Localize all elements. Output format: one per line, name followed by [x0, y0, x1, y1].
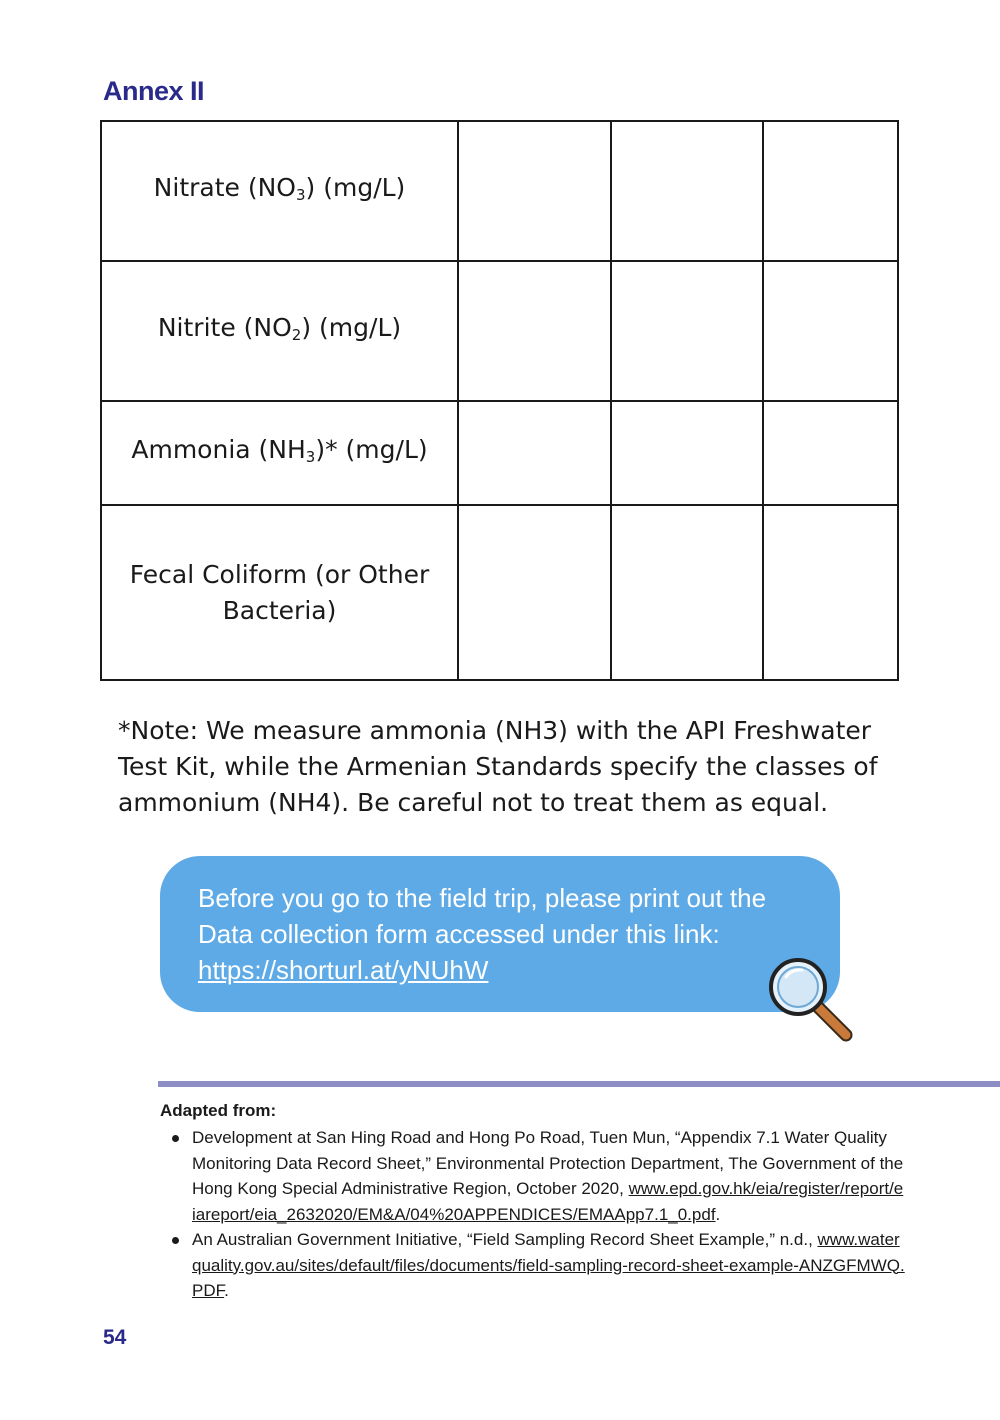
- reference-list: [160, 1125, 905, 1304]
- data-entry-cell[interactable]: [458, 505, 611, 680]
- data-form-link[interactable]: https://shorturl.at/yNUhW: [198, 955, 489, 985]
- magnifier-icon: [764, 955, 856, 1045]
- references: [160, 1100, 905, 1304]
- data-entry-cell[interactable]: [458, 261, 611, 401]
- parameter-label: Nitrite $(NO_2)$ (mg/L): [101, 261, 458, 401]
- reference-item: An Australian Government Initiative, “Field Sampling Record Sheet Example,” n.d., www.waterquality.gov.au/sites/default/files/documents/field-sampling-record-sheet-example-ANZGFMWQ.PDF.: [192, 1227, 905, 1304]
- reference-link[interactable]: www.waterquality.gov.au/sites/default/files/documents/field-sampling-record-sheet-example-ANZGFMWQ.PDF: [192, 1230, 905, 1300]
- data-entry-cell[interactable]: [763, 401, 898, 505]
- table-row: [101, 261, 898, 401]
- references-title: Adapted from:: [160, 1101, 277, 1120]
- data-entry-cell[interactable]: [763, 261, 898, 401]
- reference-link[interactable]: www.epd.gov.hk/eia/register/report/eiareport/eia_2632020/EM&A/04%20APPENDICES/EMAApp7.1_0.pdf: [192, 1179, 904, 1224]
- parameter-label: Nitrate $(NO_3)$ (mg/L): [101, 121, 458, 261]
- data-entry-cell[interactable]: [763, 121, 898, 261]
- parameter-label: Ammonia $(NH_3)*$ (mg/L): [101, 401, 458, 505]
- data-entry-cell[interactable]: [458, 401, 611, 505]
- data-entry-cell[interactable]: [611, 121, 763, 261]
- annex-title: Annex II: [103, 76, 205, 106]
- ammonia-note: *Note: We measure ammonia (NH3) with the API Freshwater Test Kit, while the Armenian Standards specify the classes of ammonium (NH4). Be careful not to treat them as equal.: [118, 716, 878, 817]
- table-row: [101, 401, 898, 505]
- data-entry-cell[interactable]: [611, 261, 763, 401]
- data-entry-cell[interactable]: [763, 505, 898, 680]
- parameter-label: Fecal Coliform (or Other Bacteria): [101, 505, 458, 680]
- table-row: [101, 505, 898, 680]
- section-divider: [158, 1081, 1000, 1087]
- page-number: 54: [103, 1326, 127, 1349]
- data-entry-cell[interactable]: [611, 505, 763, 680]
- callout-text: Before you go to the field trip, please print out the Data collection form accessed under this link: https://shorturl.at/yNUhW: [198, 883, 767, 985]
- data-entry-cell[interactable]: [458, 121, 611, 261]
- reference-item: Development at San Hing Road and Hong Po Road, Tuen Mun, “Appendix 7.1 Water Quality Monitoring Data Record Sheet,” Environmental Protection Department, The Government of the Hong Kong Special Administrative Region, October 2020, www.epd.gov.hk/eia/register/report/eiareport/eia_2632020/EM&A/04%20APPENDICES/EMAApp7.1_0.pdf.: [192, 1125, 905, 1227]
- field-trip-callout: [160, 856, 840, 1012]
- parameters-table: [100, 120, 899, 681]
- table-row: [101, 121, 898, 261]
- data-entry-cell[interactable]: [611, 401, 763, 505]
